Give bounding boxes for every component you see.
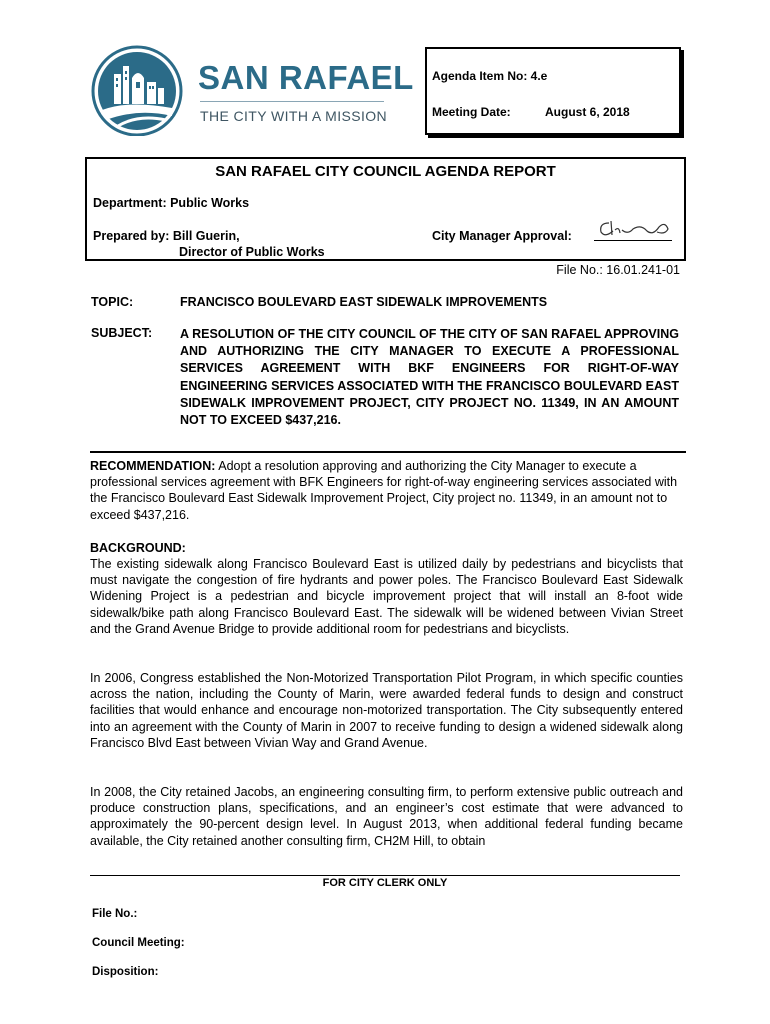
agenda-item-number: Agenda Item No: 4.e <box>432 69 548 83</box>
agenda-info-box <box>425 47 681 135</box>
clerk-divider <box>90 875 680 876</box>
subject-text: A RESOLUTION OF THE CITY COUNCIL OF THE CITY OF SAN RAFAEL APPROVING AND AUTHORIZING THE CITY MANAGER TO EXECUTE A PROFESSIONAL SERVICES AGREEMENT WITH BKF ENGINEERS FOR RIGHT-OF-WAY ENGINEERING SERVICES ASSOCIATED WITH THE FRANCISCO BOULEVARD EAST SIDEWALK IMPROVEMENT PROJECT, CITY PROJECT NO. 11349, IN AN AMOUNT NOT TO EXCEED $437,216. <box>180 327 679 428</box>
subject-label: SUBJECT: <box>91 326 153 340</box>
recommendation-text: Adopt a resolution approving and authorizing the City Manager to execute a professional services agreement with BFK Engineers for right-of-way engineering services associated with the Francisco Boulevard East Sidewalk Improvement Project, City project no. 11349, in an amount not to exceed $437,216. <box>90 459 678 522</box>
clerk-file-no-label: File No.: <box>92 908 138 920</box>
prepared-by-line: Prepared by: Bill Guerin, <box>93 229 240 243</box>
recommendation-label: RECOMMENDATION: <box>90 459 216 473</box>
prepared-by-title: Director of Public Works <box>179 245 325 259</box>
topic-label: TOPIC: <box>91 295 134 309</box>
section-divider <box>90 451 686 453</box>
signature-line <box>594 240 672 241</box>
recommendation-paragraph <box>90 458 683 523</box>
meeting-date-label: Meeting Date: <box>432 105 511 119</box>
logo-divider <box>200 101 384 102</box>
report-title: SAN RAFAEL CITY COUNCIL AGENDA REPORT <box>215 163 556 180</box>
logo-tagline: THE CITY WITH A MISSION <box>200 108 388 124</box>
city-manager-signature <box>595 215 675 243</box>
department-line: Department: Public Works <box>93 196 250 210</box>
background-paragraph-3: In 2008, the City retained Jacobs, an engineering consulting firm, to perform extensive public outreach and produce construction plans, specifications, and an engineer’s cost estimate that were advanced to approximately the 90-percent design level. In August 2013, when additional federal funding became available, the City retained another consulting firm, CH2M Hill, to obtain <box>90 785 683 848</box>
clerk-section-title: FOR CITY CLERK ONLY <box>322 877 448 889</box>
background-heading: BACKGROUND: <box>90 541 186 555</box>
meeting-date-value: August 6, 2018 <box>545 105 630 119</box>
topic-text: FRANCISCO BOULEVARD EAST SIDEWALK IMPROVEMENTS <box>180 295 548 309</box>
approval-label: City Manager Approval: <box>432 229 572 243</box>
background-paragraph-2: In 2006, Congress established the Non-Motorized Transportation Pilot Program, in which specific counties across the nation, including the County of Marin, were awarded federal funds to design and construct facilities that would enhance and encourage non-motorized transportation. The City subsequently entered into an agreement with the County of Marin in 2007 to receive funding to design a widened sidewalk along Francisco Blvd East between Vivian Way and Grand Avenue. <box>90 671 683 750</box>
clerk-council-meeting-label: Council Meeting: <box>92 937 185 949</box>
logo-wordmark: SAN RAFAEL <box>198 59 414 96</box>
clerk-disposition-label: Disposition: <box>92 966 159 978</box>
report-header-box <box>85 157 686 261</box>
file-number: File No.: 16.01.241-01 <box>556 263 680 277</box>
background-paragraph-1: The existing sidewalk along Francisco Boulevard East is utilized daily by pedestrians and bicyclists that must navigate the congestion of fire hydrants and power poles. The Francisco Boulevard East Sidewalk Widening Project is a pedestrian and bicycle improvement project that will install an 8-foot wide sidewalk/bike path along Francisco Boulevard East. The sidewalk will be widened between Vivian Street and the Grand Avenue Bridge to provide additional room for pedestrians and bicyclists. <box>90 557 683 636</box>
